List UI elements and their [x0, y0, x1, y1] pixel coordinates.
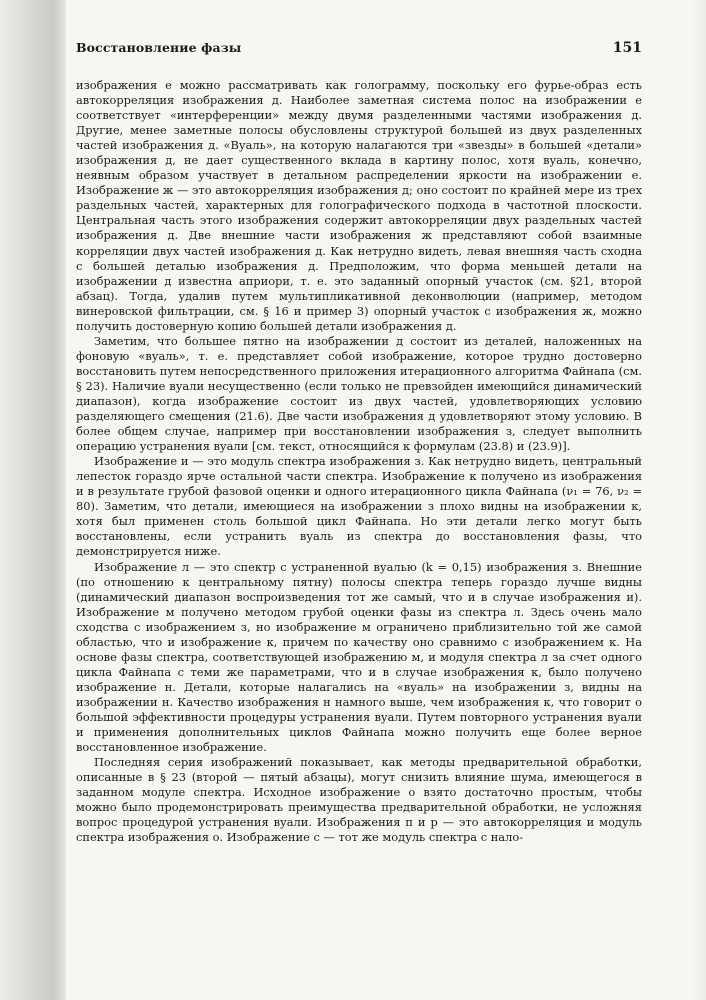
- paragraph: Заметим, что большее пятно на изображении д состоит из деталей, наложенных на фоновую «вуаль», т. е. представляет собой изображение, которое трудно достоверно восстановить путем непосредственного приложения итерационного алгоритма Файнапа (см. § 23). Наличие вуали несущественно (если только не превзойден имеющийся динамический диапазон), когда изображение состоит из двух частей, удовлетворяющих условию разделяющего смещения (21.6). Две части изображения д удовлетворяют этому условию. В более общем случае, например при восстановлении изображения з, следует выполнить операцию устранения вуали [см. текст, относящийся к формулам (23.8) и (23.9)].: [76, 333, 642, 454]
- scan-shadow-right: [692, 0, 706, 1000]
- scan-shadow-left: [0, 0, 66, 1000]
- paragraph: Изображение л — это спектр с устраненной вуалью (k = 0,15) изображения з. Внешние (по отношению к центральному пятну) полосы спектра теперь гораздо лучше видны (динамический диапазон воспроизведения тот же самый, что и в случае изображения и). Изображение м получено методом грубой оценки фазы из спектра л. Здесь очень мало сходства с изображением з, но изображение м ограничено приблизительно той же самой областью, что и изображение к, причем по качеству оно сравнимо с изображением к. На основе фазы спектра, соответствующей изображению м, и модуля спектра л за счет одного цикла Файнапа с теми же параметрами, что и в случае изображения к, было получено изображение н. Детали, которые налагались на «вуаль» на изображении з, видны на изображении н. Качество изображения н намного выше, чем изображения к, что говорит о большой эффективности процедуры устранения вуали. Путем повторного устранения вуали и применения дополнительных циклов Файнапа можно получить еще более верное восстановленное изображение.: [76, 559, 642, 755]
- paragraph: изображения е можно рассматривать как голограмму, поскольку его фурье-образ есть автокорреляция изображения д. Наиболее заметная система полос на изображении е соответствует «интерференции» между двумя разделенными частями изображения д. Другие, менее заметные полосы обусловлены структурой большей из двух разделенных частей изображения д. «Вуаль», на которую налагаются три «звезды» в большей «детали» изображения д, не дает существенного вклада в картину полос, хотя вуаль, конечно, неявным образом участвует в детальном распределении яркости на изображении е. Изображение ж — это автокорреляция изображения д; оно состоит по крайней мере из трех раздельных частей, характерных для голографического подхода в частотной плоскости. Центральная часть этого изображения содержит автокорреляции двух раздельных частей изображения д. Две внешние части изображения ж представляют собой взаимные корреляции двух частей изображения д. Как нетрудно видеть, левая внешняя часть сходна с большей деталью изображения д. Предположим, что форма меньшей детали на изображении д известна априори, т. е. это заданный опорный участок (см. §21, второй абзац). Тогда, удалив путем мультипликативной деконволюции (например, методом винеровской фильтрации, см. § 16 и пример 3) опорный участок с изображения ж, можно получить достоверную копию большей детали изображения д.: [76, 78, 642, 333]
- page-header: [76, 40, 642, 70]
- body-text: [76, 78, 642, 845]
- paragraph: Последняя серия изображений показывает, как методы предварительной обработки, описанные в § 23 (второй — пятый абзацы), могут снизить влияние шума, имеющегося в заданном модуле спектра. Исходное изображение о взято достаточно простым, чтобы можно было продемонстрировать преимущества предварительной обработки, не усложняя вопрос процедурой устранения вуали. Изображения п и р — это автокорреляция и модуль спектра изображения о. Изображение с — тот же модуль спектра с нало-: [76, 755, 642, 845]
- page-number: 151: [612, 40, 642, 56]
- book-page: [76, 40, 642, 845]
- paragraph: Изображение и — это модуль спектра изображения з. Как нетрудно видеть, центральный лепесток гораздо ярче остальной части спектра. Изображение к получено из изображения и в результате грубой фазовой оценки и одного итерационного цикла Файнапа (ν₁ = 76, ν₂ = 80). Заметим, что детали, имеющиеся на изображении з плохо видны на изображении к, хотя был применен столь большой цикл Файнапа. Но эти детали легко могут быть восстановлены, если устранить вуаль из спектра до восстановления фазы, что демонстрируется ниже.: [76, 454, 642, 559]
- running-title: Восстановление фазы: [76, 40, 242, 55]
